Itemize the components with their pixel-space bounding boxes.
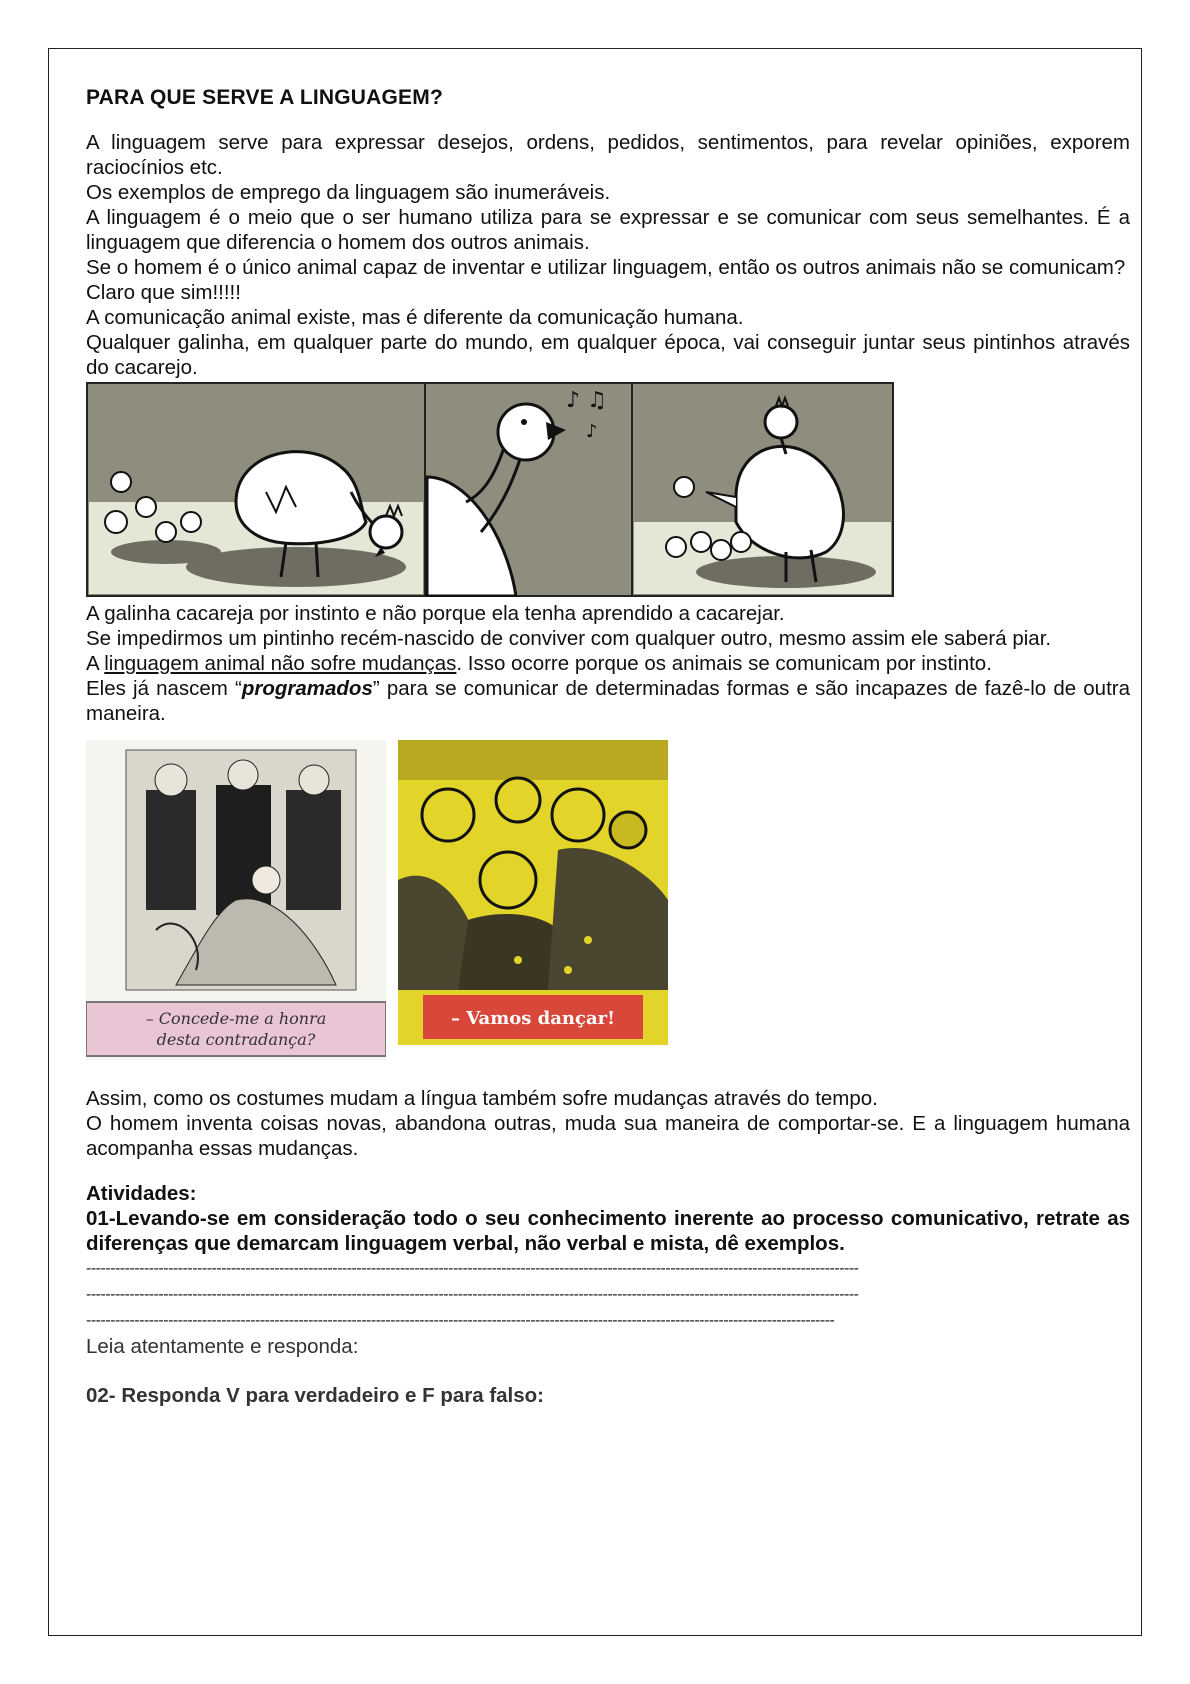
paragraph: Se impedirmos um pintinho recém-nascido de conviver com qualquer outro, mesmo assim ele saberá piar. (86, 627, 1052, 650)
svg-text:♪: ♪ (586, 421, 598, 442)
comic-panel-1 (87, 383, 425, 596)
answer-line[interactable]: ----------------------------------------------------------------------------------------------------------------------------------------------------------- (86, 1312, 835, 1329)
modern-dance-image (398, 740, 668, 1045)
left-caption-line-1: – Concede-me a honra (145, 1009, 327, 1028)
paragraph: Se o homem é o único animal capaz de inventar e utilizar linguagem, então os outros animais não se comunicam? (86, 256, 1126, 279)
question-1 (86, 1206, 1130, 1256)
question-2: 02- Responda V para verdadeiro e F para falso: (86, 1384, 544, 1407)
activities-heading: Atividades: (86, 1182, 197, 1205)
instinct-section (86, 601, 1130, 726)
paragraph (86, 676, 1130, 726)
comic-panel-2 (425, 383, 632, 596)
page-title: PARA QUE SERVE A LINGUAGEM? (86, 86, 443, 109)
paragraph: Claro que sim!!!!! (86, 281, 241, 304)
paragraph: A comunicação animal existe, mas é diferente da comunicação humana. (86, 306, 744, 329)
activities-section (86, 1181, 1130, 1408)
intro-section (86, 130, 1130, 380)
victorian-ball-drawing (86, 740, 386, 1060)
document-body (86, 86, 1130, 1408)
modern-dance-drawing (398, 740, 668, 1045)
answer-line[interactable]: ---------------------------------------------------------------------------------------------------------------------------------------------------------------- (86, 1286, 859, 1303)
paragraph: Assim, como os costumes mudam a língua também sofre mudanças através do tempo. (86, 1087, 878, 1110)
answer-line[interactable]: ---------------------------------------------------------------------------------------------------------------------------------------------------------------- (86, 1260, 859, 1277)
left-caption-line-2: desta contradança? (156, 1030, 316, 1049)
paragraph: O homem inventa coisas novas, abandona outras, muda sua maneira de comportar-se. E a linguagem humana acompanha essas mudanças. (86, 1112, 1130, 1160)
text-span: . Isso ocorre porque os animais se comunicam por instinto. (456, 652, 992, 675)
paragraph: A linguagem é o meio que o ser humano utiliza para se expressar e se comunicar com seus semelhantes. É a linguagem que diferencia o homem dos outros animais. (86, 206, 1130, 254)
right-caption: – Vamos dançar! (450, 1008, 616, 1029)
paragraph: Qualquer galinha, em qualquer parte do mundo, em qualquer época, vai conseguir juntar seus pintinhos através do cacarejo. (86, 331, 1130, 379)
text-span: A (86, 652, 105, 675)
text-span: ” para se comunicar de determinadas formas e são incapazes de fazê-lo de outra maneira. (86, 677, 1130, 725)
svg-text:♪ ♫: ♪ ♫ (566, 388, 607, 413)
hen-comic-strip (86, 382, 894, 597)
change-section (86, 1086, 1130, 1161)
read-instruction: Leia atentamente e responda: (86, 1335, 359, 1358)
paragraph: A linguagem serve para expressar desejos, ordens, pedidos, sentimentos, para revelar opiniões, exporem raciocínios etc. (86, 131, 1130, 179)
paragraph: A galinha cacareja por instinto e não porque ela tenha aprendido a cacarejar. (86, 602, 785, 625)
italic-term: programados (241, 677, 373, 700)
question-number: 01 (86, 1207, 109, 1230)
victorian-ball-image (86, 740, 386, 1060)
hen-comic-illustration (86, 382, 894, 597)
question-text: -Levando-se em consideração todo o seu conhecimento inerente ao processo comunicativo, retrate as diferenças que demarcam linguagem verbal, não verbal e mista, dê exemplos. (86, 1207, 1130, 1255)
paragraph (86, 651, 1130, 676)
comic-panel-3 (632, 383, 893, 596)
underlined-phrase: linguagem animal não sofre mudanças (104, 652, 457, 675)
text-span: Eles já nascem “ (86, 677, 242, 700)
paragraph: Os exemplos de emprego da linguagem são inumeráveis. (86, 181, 611, 204)
dance-illustrations (86, 740, 1130, 1060)
